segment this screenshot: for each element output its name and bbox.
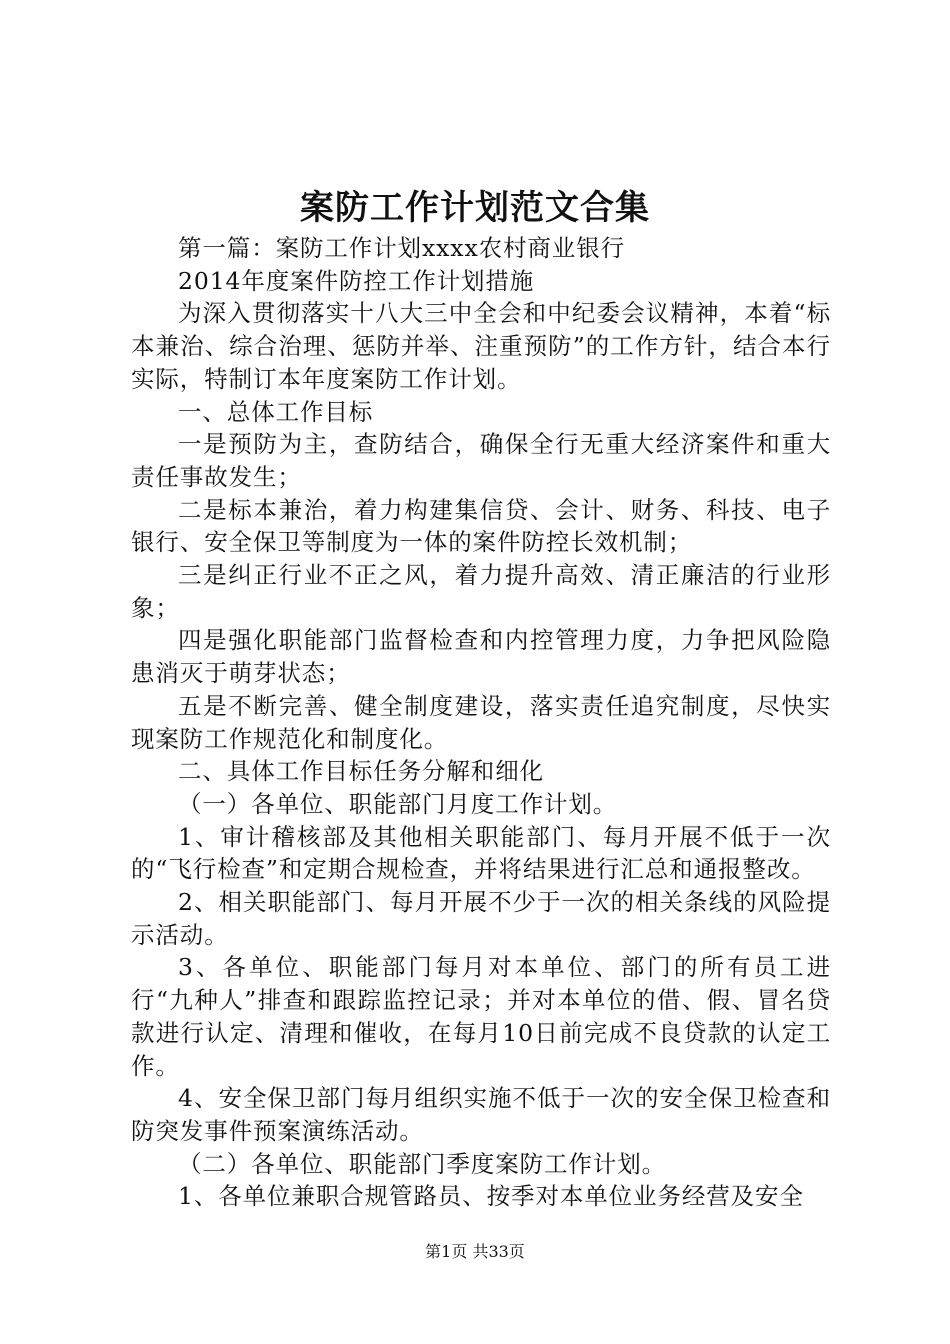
paragraph: 1、审计稽核部及其他相关职能部门、每月开展不低于一次的“飞行检查”和定期合规检查，并将结果进行汇总和通报整改。 <box>131 822 831 884</box>
paragraph: 2014年度案件防控工作计划措施 <box>178 266 535 295</box>
paragraph: 二是标本兼治，着力构建集信贷、会计、财务、科技、电子银行、安全保卫等制度为一体的案件防控长效机制； <box>131 495 831 557</box>
paragraph: 2、相关职能部门、每月开展不少于一次的相关条线的风险提示活动。 <box>131 888 831 949</box>
document-body <box>131 232 831 1213</box>
paragraph: （一）各单位、职能部门月度工作计划。 <box>178 789 618 818</box>
paragraph: 五是不断完善、健全制度建设，落实责任追究制度，尽快实现案防工作规范化和制度化。 <box>131 691 831 753</box>
paragraph: 一是预防为主，查防结合，确保全行无重大经济案件和重大责任事故发生； <box>131 430 831 491</box>
page-footer: 第1页 共33页 <box>425 1242 525 1261</box>
paragraph: 三是纠正行业不正之风，着力提升高效、清正廉洁的行业形象； <box>131 561 831 622</box>
paragraph: 4、安全保卫部门每月组织实施不低于一次的安全保卫检查和防突发事件预案演练活动。 <box>131 1084 831 1145</box>
paragraph: 四是强化职能部门监督检查和内控管理力度，力争把风险隐患消灭于萌芽状态； <box>131 626 831 688</box>
paragraph: 二、具体工作目标任务分解和细化 <box>178 757 544 786</box>
paragraph: 1、各单位兼职合规管路员、按季对本单位业务经营及安全 <box>178 1182 804 1211</box>
document-title: 案防工作计划范文合集 <box>300 188 650 228</box>
paragraph: 为深入贯彻落实十八大三中全会和中纪委会议精神，本着“标本兼治、综合治理、惩防并举、注重预防”的工作方针，结合本行实际，特制订本年度案防工作计划。 <box>131 299 831 393</box>
paragraph: （二）各单位、职能部门季度案防工作计划。 <box>178 1149 666 1178</box>
paragraph: 一、总体工作目标 <box>178 397 374 426</box>
paragraph: 第一篇：案防工作计划xxxx农村商业银行 <box>178 234 626 262</box>
paragraph: 3、各单位、职能部门每月对本单位、部门的所有员工进行“九种人”排查和跟踪监控记录；并对本单位的借、假、冒名贷款进行认定、清理和催收，在每月10日前完成不良贷款的认定工作。 <box>131 953 831 1080</box>
